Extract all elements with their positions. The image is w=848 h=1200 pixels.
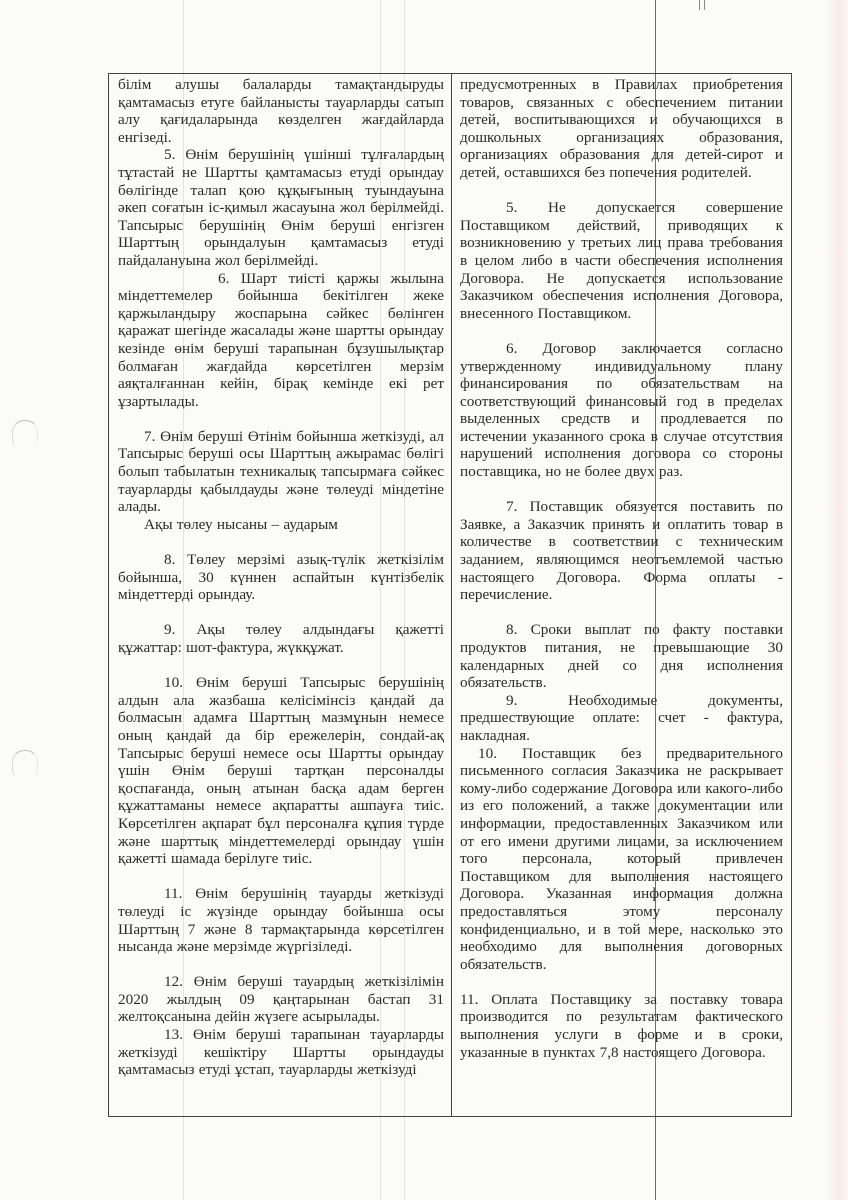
punch-hole-icon (12, 750, 38, 777)
clause-8-kk: 8. Төлеу мерзімі азық-түлік жеткізілім бойынша, 30 күннен аспайтын күнтізбелік міндеттерді орындау. (118, 551, 444, 604)
clause-9-kk: 9. Ақы төлеу алдындағы қажетті құжаттар: шот-фактура, жүкқұжат. (118, 621, 444, 656)
clause-7-kk: 7. Өнім беруші Өтінім бойынша жеткізуді, ал Тапсырыс беруші осы Шарттың ажырамас бөлігі болып табылатын техникалық тапсырмаға сәйкес тауарларды қабылдауды және төлеуді міндетіне алады. (118, 427, 444, 516)
clause-6-kk: 6. Шарт тиісті қаржы жылына міндеттемелер бойынша бекітілген жеке қаржыландыру жоспарына сәйкес бөлінген қаражат шегінде жасалады және шартты орындау кезінде өнім беруші тарапынан бұзушылықтар болмаған жағдайда көрсетілген мерзім аяқталғаннан кейін, бірақ кемінде екі рет ұзартылады. (118, 269, 444, 410)
clause-5-ru: 5. Не допускается совершение Поставщиком действий, приводящих к возникновению у третьих лиц права требования в целом либо в части обеспечения исполнения Договора. Не допускается использование Заказчиком обеспечения исполнения Договора, внесенного Поставщиком. (460, 199, 783, 322)
staple-mark (699, 0, 705, 10)
punch-hole-icon (12, 420, 38, 447)
clause-10-kk: 10. Өнім беруші Тапсырыс берушінің алдын ала жазбаша келісімінсіз қандай да болмасын адамға Шарттың мазмұнын немесе оның қандай да бір ережелерін, сондай-ақ Тапсырыс беруші немесе осы Шартты орындау үшін Өнім беруші тартқан персоналды қоспағанда, оның атынан басқа адам берген құжаттаманы немесе ақпаратты ашпауға тиіс. Көрсетілген ақпарат бұл персоналға құпия түрде және шарттық міндеттемелерді орындау үшін қажетті шамада берілуге тиіс. (118, 674, 444, 868)
clause-13-kk: 13. Өнім беруші тарапынан тауарларды жеткізуді кешіктіру Шартты орындауды қамтамасыз етуді ұстап, тауарларды жеткізуді (118, 1026, 444, 1079)
paper-edge-shadow (826, 0, 848, 1200)
clause-12-kk: 12. Өнім беруші тауардың жеткізілімін 2020 жылдың 09 қаңтарынан бастап 31 желтоқсанына дейін жүзеге асырылады. (118, 973, 444, 1026)
clause-10-ru: 10. Поставщик без предварительного письменного согласия Заказчика не раскрывает кому-либо содержание Договора или какого-либо из его положений, а также документации или информации, предоставленных Заказчиком или от его имени другими лицами, за исключением того персонала, который привлечен Поставщиком для выполнения настоящего Договора. Указанная информация должна предоставляться этому персоналу конфиденциально, и в той мере, насколько это необходимо для выполнения договорных обязательств. (460, 744, 783, 973)
clause-7-ru: 7. Поставщик обязуется поставить по Заявке, а Заказчик принять и оплатить товар в количестве в соответствии с техническим заданием, являющимся неотъемлемой частью настоящего Договора. Форма оплаты - перечисление. (460, 498, 783, 604)
clause-4-kk-continued: білім алушы балаларды тамақтандыруды қамтамасыз етуге байланысты тауарларды сатып алу қағидаларында көзделген жағдайларда енгізеді. (118, 76, 444, 146)
clause-11-kk: 11. Өнім берушінің тауарды жеткізуді төлеуді іс жүзінде орындау бойынша осы Шарттың 7 және 8 тармақтарында көрсетілген нысанда және мерзімде жүргізіледі. (118, 885, 444, 956)
clause-8-ru: 8. Сроки выплат по факту поставки продуктов питания, не превышающие 30 календарных дней со дня исполнения обязательств. (460, 621, 783, 692)
clause-5-kk: 5. Өнім берушінің үшінші тұлғалардың тұтастай не Шартты қамтамасыз етуді орындау бөлігінде талап қою құқығының туындауына әкеп соғатын іс-қимыл жасауына жол берілмейді. Тапсырыс берушінің Өнім беруші енгізген Шарттың орындалуын қамтамасыз етуді пайдалануына жол берілмейді. (118, 146, 444, 269)
clause-4-ru-continued: предусмотренных в Правилах приобретения товаров, связанных с обеспечением питании детей, воспитывающихся и обучающихся в дошкольных организациях образования, организациях образования для детей-сирот и детей, оставшихся без попечения родителей. (460, 76, 783, 181)
payment-form-kk: Ақы төлеу нысаны – аударым (144, 515, 338, 533)
clause-11-ru: 11. Оплата Поставщику за поставку товара производится по результатам фактического выполнения услуги в форме и в сроки, указанные в пунктах 7,8 настоящего Договора. (460, 990, 783, 1061)
contract-table (108, 73, 792, 1117)
kazakh-column (109, 74, 452, 1116)
clause-9-ru: 9. Необходимые документы, предшествующие оплате: счет - фактура, накладная. (460, 691, 783, 744)
clause-6-ru: 6. Договор заключается согласно утвержденному индивидуальному плану финансирования по обязательствам на соответствующий финансовый год в пределах выделенных средств и продлевается по истечении указанного срока в случае отсутствия нарушений исполнения договора со стороны поставщика, но не более двух раз. (460, 339, 783, 481)
russian-column (452, 74, 791, 1116)
